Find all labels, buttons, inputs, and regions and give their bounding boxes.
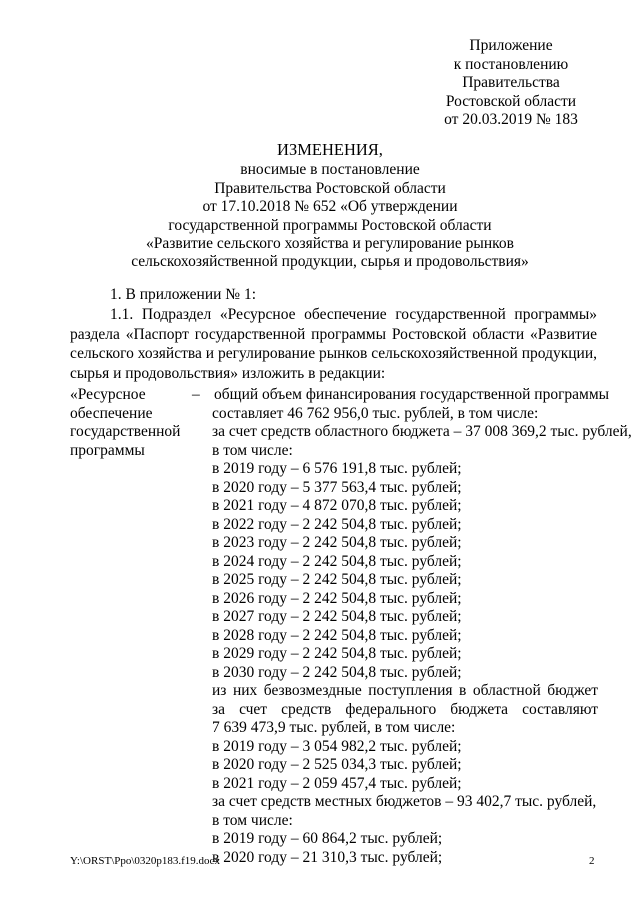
passport-row: в 2025 году – 2 242 504,8 тыс. рублей;	[212, 571, 462, 588]
passport-row: в 2029 году – 2 242 504,8 тыс. рублей;	[212, 645, 462, 662]
passport-row: в 2028 году – 2 242 504,8 тыс. рублей;	[212, 626, 462, 644]
passport-row: в 2019 году – 3 054 982,2 тыс. рублей;	[212, 737, 462, 755]
passport-row: в 2027 году – 2 242 504,8 тыс. рублей;	[212, 608, 462, 625]
passport-row: за счет средств областного бюджета – 37 008 369,2 тыс. рублей,	[212, 423, 632, 440]
title-line: «Развитие сельского хозяйства и регулирование рынков	[146, 235, 514, 253]
title-heading: ИЗМЕНЕНИЯ,	[277, 140, 383, 159]
passport-row: общий объем финансирования государственной программы	[214, 386, 610, 403]
passport-row: 7 639 473,9 тыс. рублей, в том числе:	[212, 719, 456, 736]
document-title	[80, 141, 580, 272]
passport-row: в том числе:	[212, 811, 293, 829]
title-line: сельскохозяйственной продукции, сырья и продовольствия»	[131, 253, 529, 271]
passport-label	[70, 386, 190, 460]
title-line: Правительства Ростовской области	[214, 179, 446, 197]
passport-label-line: обеспечение	[70, 404, 153, 422]
passport-row: в 2026 году – 2 242 504,8 тыс. рублей;	[212, 589, 462, 607]
passport-label-line: программы	[70, 441, 145, 459]
passport-row: в 2023 году – 2 242 504,8 тыс. рублей;	[212, 534, 462, 551]
passport-row: в том числе:	[212, 441, 293, 459]
item-1-1-line: сельского хозяйства и регулирование рынков сельскохозяйственной продукции,	[70, 345, 597, 363]
passport-row: за счет средств федерального бюджета составляют	[212, 700, 598, 718]
passport-row: в 2019 году – 6 576 191,8 тыс. рублей;	[212, 460, 462, 477]
item-1-1-line: сырья и продовольствия» изложить в редакции:	[70, 364, 386, 382]
passport-row: в 2030 году – 2 242 504,8 тыс. рублей;	[212, 663, 462, 681]
passport-row: в 2024 году – 2 242 504,8 тыс. рублей;	[212, 552, 462, 570]
item-1-1	[70, 305, 597, 383]
appendix-header	[426, 37, 596, 130]
passport-content	[212, 386, 632, 867]
appendix-line: от 20.03.2019 № 183	[444, 111, 578, 129]
footer-page-number: 2	[589, 855, 595, 867]
footer-file-path: Y:\ORST\Ppo\0320p183.f19.docx	[70, 855, 220, 867]
appendix-line: Ростовской области	[445, 92, 577, 110]
item-1: 1. В приложении № 1:	[110, 286, 257, 303]
passport-row: в 2020 году – 21 310,3 тыс. рублей;	[212, 848, 443, 866]
passport-label-line: «Ресурсное	[70, 386, 146, 403]
item-1-1-line: 1.1. Подраздел «Ресурсное обеспечение государственной программы»	[110, 306, 597, 323]
passport-row: в 2020 году – 2 525 034,3 тыс. рублей;	[212, 756, 462, 773]
title-line: от 17.10.2018 № 652 «Об утверждении	[202, 198, 458, 216]
passport-dash: –	[192, 386, 200, 403]
passport-row: в 2021 году – 4 872 070,8 тыс. рублей;	[212, 497, 462, 514]
appendix-line: к постановлению	[453, 55, 569, 73]
title-line: государственной программы Ростовской области	[168, 216, 492, 234]
appendix-line: Приложение	[469, 37, 553, 54]
item-1-1-line: раздела «Паспорт государственной программы Ростовской области «Развитие	[70, 325, 597, 343]
passport-row: за счет средств местных бюджетов – 93 402,7 тыс. рублей,	[212, 793, 597, 810]
passport-row: в 2022 году – 2 242 504,8 тыс. рублей;	[212, 515, 462, 533]
passport-label-line: государственной	[70, 423, 181, 440]
passport-row: в 2021 году – 2 059 457,4 тыс. рублей;	[212, 774, 462, 792]
passport-row: из них безвозмездные поступления в областной бюджет	[212, 682, 598, 699]
passport-row: составляет 46 762 956,0 тыс. рублей, в том числе:	[212, 404, 539, 422]
title-line: вносимые в постановление	[240, 161, 420, 179]
appendix-line: Правительства	[462, 74, 560, 92]
passport-row: в 2020 году – 5 377 563,4 тыс. рублей;	[212, 478, 462, 496]
passport-row: в 2019 году – 60 864,2 тыс. рублей;	[212, 830, 443, 847]
